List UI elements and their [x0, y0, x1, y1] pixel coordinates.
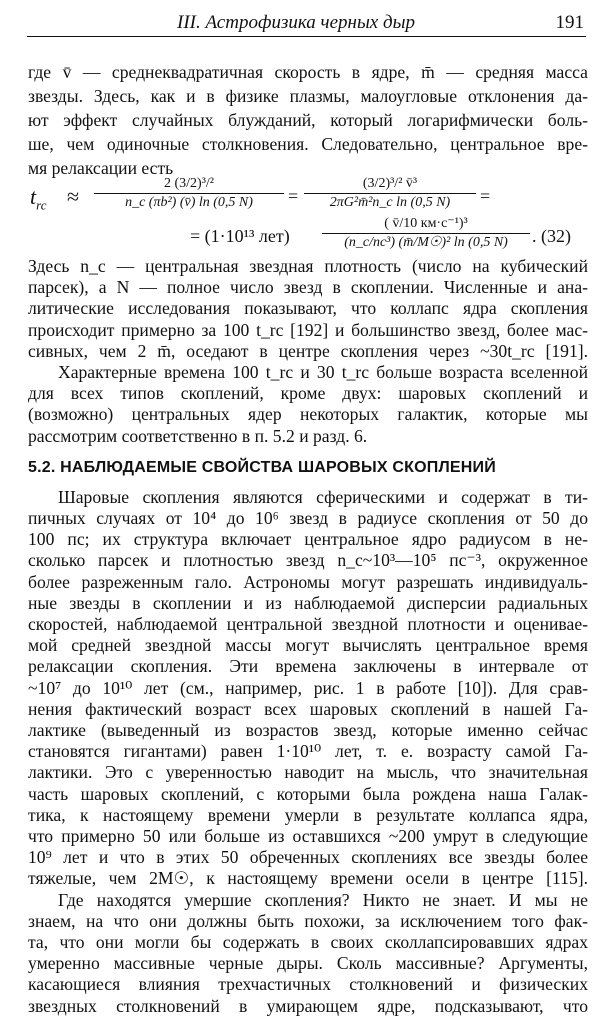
equals-sign: =	[288, 186, 299, 206]
text-line: происходит примерно за 100 t_rc [192] и большинство звезд, более мас-	[28, 319, 588, 340]
text-line: парсек), а N — полное число звезд в скоплении. Численные и ана-	[28, 277, 588, 298]
fraction-2: $\frac{\text{(3/2)³/² v̄³}}{\text{2πG²m̄²n\_c ln (0,5 N)}}$	[304, 175, 476, 212]
text-line: литические исследования показывают, что коллапс ядра скопления	[28, 298, 588, 319]
text-line: звездных столкновений в умирающем ядре, подсказывают, что	[28, 995, 588, 1016]
text-line: сивных, чем 2 m̄, оседают в центре скопления через ~30t_rc [191].	[28, 340, 588, 361]
equation-number: . (32)	[532, 226, 571, 246]
text-line: знаем, на что они должны быть похожи, за исключением того фак-	[28, 910, 588, 931]
running-header	[27, 10, 586, 37]
text-line: Характерные времена 100 t_rc и 30 t_rc больше возраста вселенной	[58, 362, 588, 382]
running-title: III. Астрофизика черных дыр	[177, 12, 415, 33]
text-line: рассмотрим соответственно в п. 5.2 и разд. 6.	[28, 425, 368, 446]
text-line: касающиеся влияния трехчастичных столкновений и физических	[28, 974, 588, 995]
page-number: 191	[555, 12, 584, 33]
text-line: релаксации скопления. Эти времена заключены в интервале от	[28, 656, 588, 677]
text-line: Шаровые скопления являются сферическими и содержат в ти-	[58, 486, 588, 507]
text-line: ше, чем одиночные столкновения. Следовательно, центральное вре-	[28, 134, 588, 154]
equation-lhs: $t_{rc}$	[30, 184, 47, 213]
text-line: звезды. Здесь, как и в физике плазмы, малоугловые отклонения да-	[28, 86, 588, 106]
fraction-1: $\frac{\text{2 (3/2)³/²}}{\text{n\_c (πb²) (v̄) ln (0,5 N)}}$	[94, 175, 284, 212]
text-line: ные звезды в скоплении и из наблюдаемой дисперсии радиальных	[28, 592, 588, 613]
equals-sign: =	[480, 186, 491, 206]
text-line: лактики. Это с уверенностью наводит на мысль, что значительная	[28, 762, 588, 783]
text-line: лактике (выведенный из возрастов звезд, которые именно сейчас	[28, 720, 588, 740]
text-line: Здесь n_c — центральная звездная плотность (число на кубический	[28, 256, 588, 276]
text-line: умеренно массивные черные дыры. Сколь массивные? Аргументы,	[28, 953, 588, 974]
text-line: та, что они могли бы содержать в своих сколлапсировавших ядрах	[28, 932, 588, 952]
section-heading: 5.2. НАБЛЮДАЕМЫЕ СВОЙСТВА ШАРОВЫХ СКОПЛЕНИЙ	[28, 458, 496, 476]
text-line: 100 пс; их структура включает центральное ядро радиусом в не-	[28, 529, 588, 550]
text-line: ют эффект случайных блужданий, который логарифмически боль-	[28, 110, 588, 130]
approx-sign: ≈	[67, 184, 80, 209]
text-line: что примерно 50 или больше из оставшихся ~200 умрут в следующие	[28, 826, 588, 846]
text-line: для всех типов скоплений, кроме двух: шаровых скоплений и	[28, 383, 588, 404]
text-line: часть шаровых скоплений, с которыми была рождена наша Галак-	[28, 783, 588, 804]
text-line: (возможно) центральных ядер некоторых галактик, которые мы	[28, 404, 588, 425]
text-line: Где находятся умершие скопления? Никто не знает. И мы не	[58, 889, 588, 910]
text-line: ~10⁷ до 10¹⁰ лет (см., например, рис. 1 в работе [10]). Для срав-	[28, 677, 588, 698]
text-line: 10⁹ лет и что в этих 50 обреченных скоплениях все звезды более	[28, 847, 588, 868]
text-line: сколько парсек и плотностью звезд n_c~10³—10⁵ пс⁻³, окруженное	[28, 550, 588, 571]
text-line: тяжелые, чем 2M☉, к настоящему времени осели в центре [115].	[28, 868, 588, 889]
text-line: нения фактический возраст всех шаровых скоплений в нашей Га-	[28, 698, 588, 719]
equation-coefficient: = (1·10¹³ лет)	[190, 226, 290, 246]
text-line: становятся гигантами) равен 1·10¹⁰ лет, т. е. возрасту самой Га-	[28, 741, 588, 762]
text-line: пичных случаях от 10⁴ до 10⁶ звезд в радиусе скопления от 50 до	[28, 508, 588, 528]
text-line: тика, к настоящему времени умерли в результате коллапса ядра,	[28, 804, 588, 825]
text-line: мой средней звездной массы могут вычислять центральное время	[28, 635, 588, 656]
text-line: где v̄ — среднеквадратичная скорость в ядре, m̄ — средняя масса	[28, 62, 588, 82]
text-line: более разреженным гало. Астрономы могут разрешать индивидуаль-	[28, 571, 588, 592]
text-line: мя релаксации есть	[28, 158, 174, 178]
fraction-3: ( v̄/10 км·с⁻¹)³ (n_c/пс³) (m̄/M☉)² ln (0,5 N)	[322, 215, 530, 252]
text-line: скоростей, наблюдаемой центральной звездной плотности и оценивае-	[28, 614, 588, 634]
